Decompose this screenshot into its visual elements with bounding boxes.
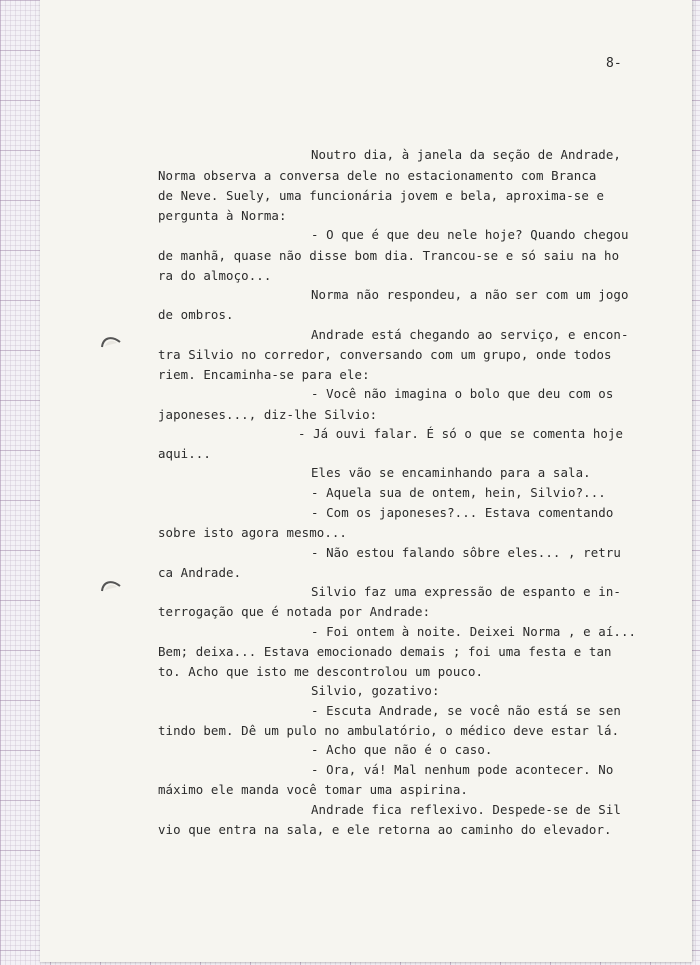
text-line: - Ora, vá! Mal nenhum pode acontecer. No [311, 762, 614, 777]
typewritten-page [40, 0, 692, 962]
text-line: pergunta à Norma: [158, 208, 287, 223]
text-line: de ombros. [158, 307, 234, 322]
text-line: ca Andrade. [158, 565, 242, 580]
text-line: Silvio faz uma expressão de espanto e in- [311, 584, 621, 599]
text-line: de Neve. Suely, uma funcionária jovem e bela, aproxima-se e [158, 188, 605, 203]
text-line: - Com os japoneses?... Estava comentando [311, 505, 614, 520]
text-line: vio que entra na sala, e ele retorna ao caminho do elevador. [158, 822, 612, 837]
text-line: - Já ouvi falar. É só o que se comenta hoje [298, 426, 624, 441]
text-line: - O que é que deu nele hoje? Quando chegou [311, 227, 629, 242]
text-line: terrogação que é notada por Andrade: [158, 604, 431, 619]
text-line: Noutro dia, à janela da seção de Andrade, [311, 147, 621, 162]
text-line: - Aquela sua de ontem, hein, Silvio?... [311, 485, 606, 500]
binder-hole-icon [100, 334, 122, 348]
text-line: ra do almoço... [158, 268, 272, 283]
text-line: Norma não respondeu, a não ser com um jogo [311, 287, 629, 302]
text-line: tra Silvio no corredor, conversando com um grupo, onde todos [158, 347, 612, 362]
text-line: Silvio, gozativo: [311, 683, 440, 698]
text-line: - Acho que não é o caso. [311, 742, 493, 757]
text-line: Bem; deixa... Estava emocionado demais ; foi uma festa e tan [158, 644, 612, 659]
text-line: tindo bem. Dê um pulo no ambulatório, o médico deve estar lá. [158, 723, 620, 738]
text-line: de manhã, quase não disse bom dia. Trancou-se e só saiu na ho [158, 248, 620, 263]
text-line: máximo ele manda você tomar uma aspirina. [158, 782, 468, 797]
page-number: 8- [606, 56, 622, 71]
text-line: sobre isto agora mesmo... [158, 525, 347, 540]
text-line: riem. Encaminha-se para ele: [158, 367, 370, 382]
text-line: - Você não imagina o bolo que deu com os [311, 386, 614, 401]
text-line: Andrade fica reflexivo. Despede-se de Sil [311, 802, 621, 817]
text-line: Eles vão se encaminhando para a sala. [311, 465, 591, 480]
text-line: - Escuta Andrade, se você não está se sen [311, 703, 621, 718]
text-line: - Foi ontem à noite. Deixei Norma , e aí... [311, 624, 637, 639]
text-line: Andrade está chegando ao serviço, e encon- [311, 327, 629, 342]
text-line: japoneses..., diz-lhe Silvio: [158, 407, 378, 422]
text-line: to. Acho que isto me descontrolou um pouco. [158, 664, 484, 679]
text-line: Norma observa a conversa dele no estacionamento com Branca [158, 168, 597, 183]
binder-hole-icon [100, 578, 122, 592]
text-line: - Não estou falando sôbre eles... , retru [311, 545, 621, 560]
text-line: aqui... [158, 446, 211, 461]
